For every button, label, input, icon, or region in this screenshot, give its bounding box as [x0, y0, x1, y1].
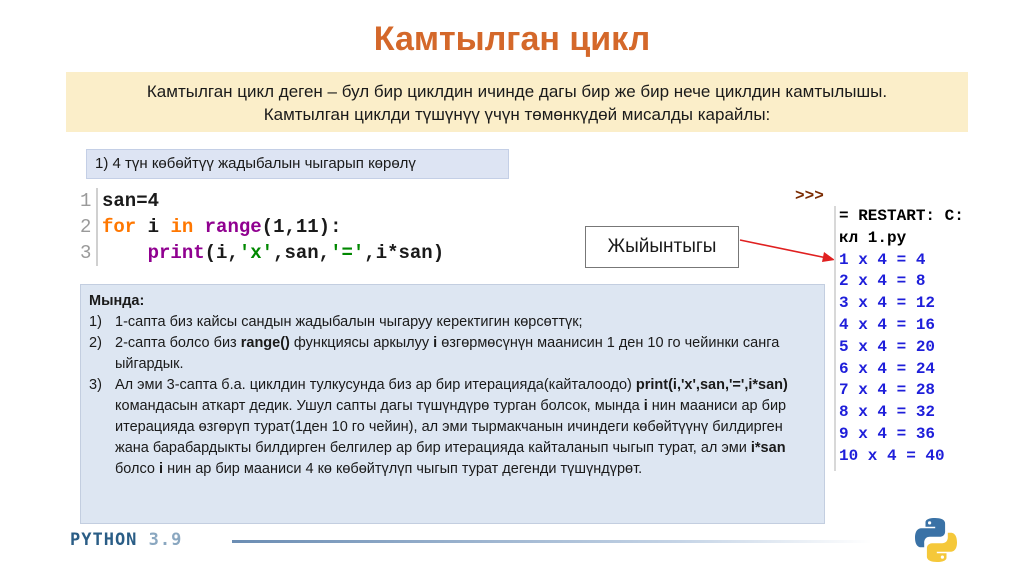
keyword-in: in [170, 216, 194, 238]
line-number: 1 [80, 190, 92, 212]
note-text: 1-сапта биз кайсы сандын жадыбалын чыгаруу керектигин көрсөттүк; [115, 314, 583, 330]
task-box: 1) 4 түн көбөйтүү жадыбалын чыгарып көрөлү [86, 149, 509, 179]
note-item [89, 375, 816, 480]
code-block [80, 188, 444, 266]
code-text: ,i*san) [364, 242, 445, 264]
output-line: 5 x 4 = 20 [839, 337, 936, 356]
code-text: (1,11): [261, 216, 342, 238]
output-line: 9 x 4 = 36 [839, 424, 936, 443]
explanation-box [80, 284, 825, 524]
intro-line-1: Камтылган цикл деген – бул бир циклдин ичинде дагы бир же бир нече циклдин камтылышы. [146, 82, 888, 101]
code-indent [102, 242, 148, 264]
note-number: 1) [89, 314, 102, 330]
intro-box [66, 72, 968, 132]
python-logo-icon [910, 514, 962, 566]
output-line: 10 x 4 = 40 [839, 446, 945, 465]
result-label: Жыйынтыгы [585, 226, 739, 268]
arrow-icon [739, 238, 839, 268]
slide-title: Камтылган цикл [373, 20, 651, 58]
note-item [89, 333, 816, 375]
output-line: 3 x 4 = 12 [839, 294, 936, 313]
string-literal: '=' [330, 242, 365, 264]
intro-line-2: Камтылган циклди түшүнүү үчүн төмөнкүдөй мисалды карайлы: [263, 105, 771, 124]
code-text: ,san, [273, 242, 331, 264]
line-number: 3 [80, 242, 92, 264]
output-line: 6 x 4 = 24 [839, 359, 936, 378]
note-text: 2-сапта болсо биз range() функциясы аркылуу i өзгөрмөсүнүн маанисин 1 ден 10 го чейинки санга ыйгардык. [115, 335, 780, 372]
note-text: Ал эми 3-сапта б.а. циклдин тулкусунда биз ар бир итерацияда(кайталоодо) print(i,'x',san,'=',i*san) командасын аткарт дедик. Ушул сапты дагы түшүндүрө турган болсок, мында i нин мааниси ар бир итерацияда өзгөрүп турат(1ден 10 го чейин), ал эми тырмакчанын ичиндеги көбөйтүүнү билдирген жана барабардыкты билдирген белгилер ар бир итерацияда кайталанып чыгып турат, ал эми i*san болсо i нин ар бир мааниси 4 кө көбөйтүлүп чыгып турат дегенди түшүндүрөт. [115, 377, 788, 477]
shell-restart-line: = RESTART: C: [839, 207, 964, 225]
code-text: i [136, 216, 171, 238]
note-item [89, 312, 816, 333]
output-line: 1 x 4 = 4 [839, 250, 926, 269]
code-line-2 [80, 214, 444, 240]
code-line-3 [80, 240, 444, 266]
shell-prompt: >>> [795, 187, 824, 205]
code-line-1 [80, 188, 444, 214]
output-line: 8 x 4 = 32 [839, 403, 936, 422]
notes-heading: Мында: [89, 293, 145, 309]
python-brand: PYTHON 3.9 [70, 530, 183, 550]
code-text: (i, [204, 242, 239, 264]
keyword-for: for [102, 216, 137, 238]
code-text [193, 216, 204, 238]
code-text: san=4 [102, 190, 160, 212]
output-line: 4 x 4 = 16 [839, 315, 936, 334]
shell-restart-line: кл 1.py [839, 228, 907, 247]
note-number: 2) [89, 335, 102, 351]
builtin-print: print [147, 242, 205, 264]
output-line: 7 x 4 = 28 [839, 381, 936, 400]
string-literal: 'x' [238, 242, 274, 264]
builtin-range: range [204, 216, 262, 238]
line-number: 2 [80, 216, 92, 238]
shell-output [834, 206, 999, 471]
footer-divider [232, 540, 872, 543]
note-number: 3) [89, 377, 102, 393]
output-line: 2 x 4 = 8 [839, 272, 926, 291]
